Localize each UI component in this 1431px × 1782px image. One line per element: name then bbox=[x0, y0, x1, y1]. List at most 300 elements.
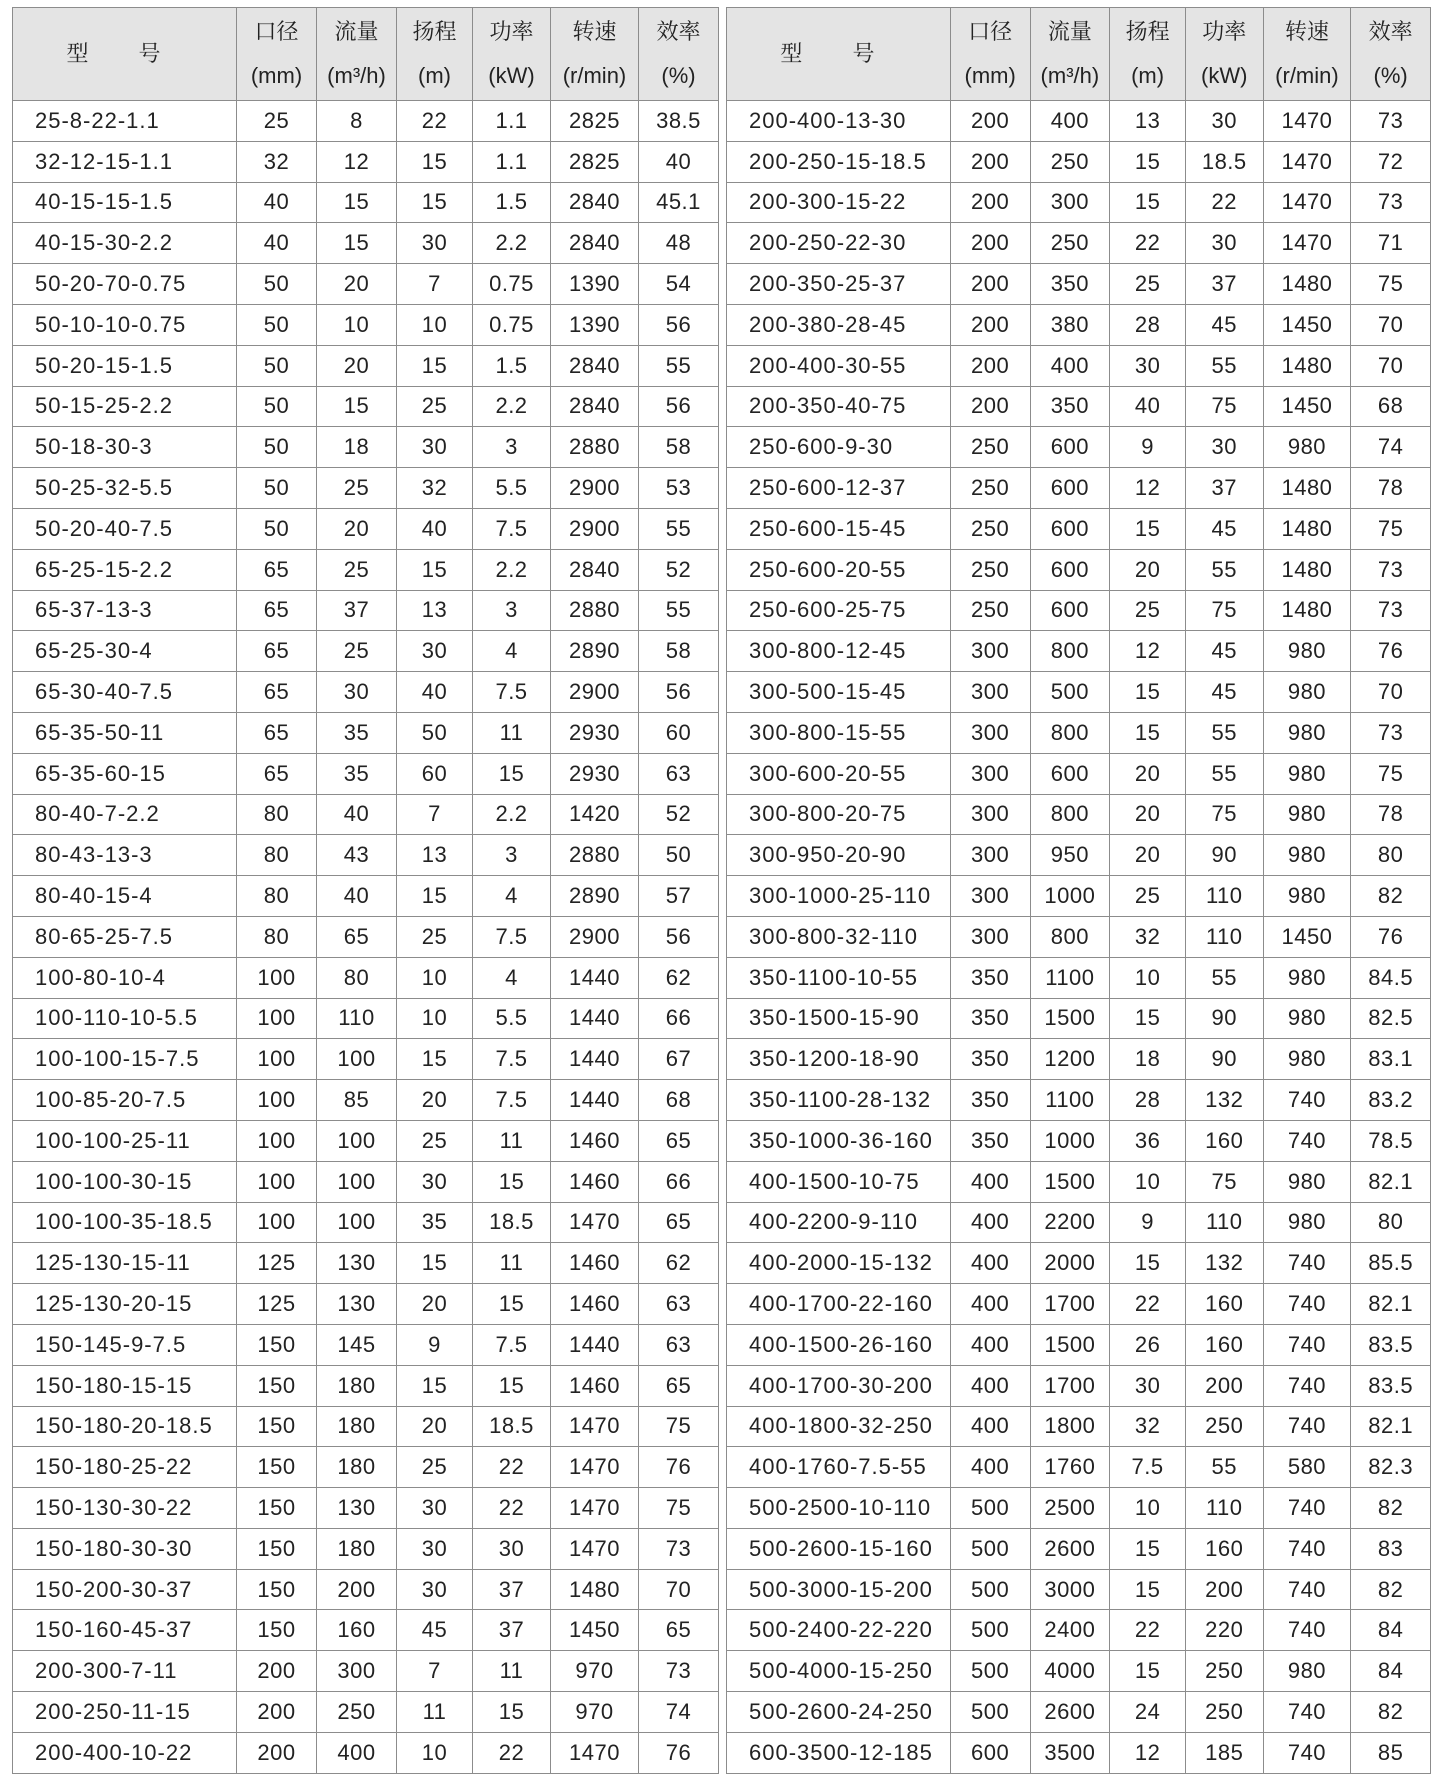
spec-table-right bbox=[726, 7, 1431, 1774]
cell-flow: 37 bbox=[317, 590, 397, 631]
cell-power: 37 bbox=[473, 1569, 551, 1610]
cell-head: 28 bbox=[1110, 304, 1186, 345]
table-row bbox=[727, 468, 1431, 509]
cell-diameter: 25 bbox=[237, 101, 317, 142]
header-speed-label: 转速 bbox=[1284, 19, 1329, 44]
table-row bbox=[727, 672, 1431, 713]
cell-power: 5.5 bbox=[473, 468, 551, 509]
cell-model: 300-800-15-55 bbox=[727, 712, 951, 753]
cell-flow: 100 bbox=[317, 1039, 397, 1080]
table-row bbox=[727, 101, 1431, 142]
cell-power: 7.5 bbox=[473, 672, 551, 713]
table-row bbox=[13, 1447, 719, 1488]
table-row bbox=[13, 1120, 719, 1161]
cell-flow: 40 bbox=[317, 794, 397, 835]
cell-efficiency: 82.5 bbox=[1351, 998, 1431, 1039]
cell-diameter: 200 bbox=[950, 182, 1030, 223]
header-speed-unit: (r/min) bbox=[1275, 63, 1339, 88]
cell-head: 30 bbox=[397, 631, 473, 672]
cell-speed: 970 bbox=[551, 1651, 639, 1692]
cell-head: 20 bbox=[1110, 549, 1186, 590]
cell-head: 12 bbox=[1110, 468, 1186, 509]
cell-diameter: 100 bbox=[237, 998, 317, 1039]
cell-speed: 1480 bbox=[551, 1569, 639, 1610]
cell-model: 350-1200-18-90 bbox=[727, 1039, 951, 1080]
cell-diameter: 200 bbox=[950, 101, 1030, 142]
cell-power: 0.75 bbox=[473, 304, 551, 345]
cell-model: 250-600-15-45 bbox=[727, 508, 951, 549]
cell-power: 1.5 bbox=[473, 182, 551, 223]
cell-flow: 600 bbox=[1030, 753, 1110, 794]
cell-flow: 1700 bbox=[1030, 1284, 1110, 1325]
cell-flow: 160 bbox=[317, 1610, 397, 1651]
cell-diameter: 500 bbox=[950, 1651, 1030, 1692]
table-row bbox=[727, 590, 1431, 631]
header-power-label: 功率 bbox=[489, 19, 534, 44]
cell-speed: 2900 bbox=[551, 916, 639, 957]
cell-speed: 980 bbox=[1263, 427, 1351, 468]
cell-model: 250-600-25-75 bbox=[727, 590, 951, 631]
cell-flow: 180 bbox=[317, 1447, 397, 1488]
cell-model: 300-950-20-90 bbox=[727, 835, 951, 876]
cell-power: 22 bbox=[473, 1732, 551, 1773]
cell-flow: 100 bbox=[317, 1202, 397, 1243]
cell-diameter: 50 bbox=[237, 468, 317, 509]
cell-power: 250 bbox=[1185, 1406, 1263, 1447]
cell-efficiency: 73 bbox=[1351, 590, 1431, 631]
cell-power: 15 bbox=[473, 753, 551, 794]
cell-model: 50-20-70-0.75 bbox=[13, 264, 237, 305]
cell-speed: 740 bbox=[1263, 1120, 1351, 1161]
header-efficiency bbox=[639, 8, 719, 101]
cell-power: 7.5 bbox=[473, 1080, 551, 1121]
cell-power: 30 bbox=[1185, 427, 1263, 468]
cell-efficiency: 56 bbox=[639, 672, 719, 713]
cell-head: 15 bbox=[1110, 1651, 1186, 1692]
cell-power: 160 bbox=[1185, 1528, 1263, 1569]
table-row bbox=[13, 794, 719, 835]
table-row bbox=[13, 1528, 719, 1569]
cell-efficiency: 83.5 bbox=[1351, 1365, 1431, 1406]
cell-model: 250-600-20-55 bbox=[727, 549, 951, 590]
cell-diameter: 350 bbox=[950, 957, 1030, 998]
cell-head: 15 bbox=[397, 141, 473, 182]
cell-speed: 980 bbox=[1263, 876, 1351, 917]
cell-diameter: 300 bbox=[950, 794, 1030, 835]
cell-flow: 200 bbox=[317, 1569, 397, 1610]
cell-efficiency: 75 bbox=[1351, 753, 1431, 794]
cell-diameter: 40 bbox=[237, 223, 317, 264]
cell-flow: 145 bbox=[317, 1324, 397, 1365]
cell-efficiency: 82 bbox=[1351, 1488, 1431, 1529]
cell-head: 15 bbox=[397, 1039, 473, 1080]
cell-head: 10 bbox=[1110, 1161, 1186, 1202]
cell-speed: 2840 bbox=[551, 345, 639, 386]
cell-flow: 2500 bbox=[1030, 1488, 1110, 1529]
cell-speed: 2880 bbox=[551, 590, 639, 631]
cell-power: 4 bbox=[473, 631, 551, 672]
cell-efficiency: 70 bbox=[1351, 345, 1431, 386]
cell-head: 13 bbox=[1110, 101, 1186, 142]
cell-head: 9 bbox=[397, 1324, 473, 1365]
cell-head: 20 bbox=[397, 1406, 473, 1447]
table-row bbox=[727, 794, 1431, 835]
cell-model: 150-145-9-7.5 bbox=[13, 1324, 237, 1365]
cell-head: 50 bbox=[397, 712, 473, 753]
cell-flow: 2600 bbox=[1030, 1692, 1110, 1733]
table-row bbox=[13, 1692, 719, 1733]
cell-head: 32 bbox=[1110, 1406, 1186, 1447]
cell-head: 15 bbox=[1110, 182, 1186, 223]
table-row bbox=[727, 345, 1431, 386]
cell-flow: 2200 bbox=[1030, 1202, 1110, 1243]
cell-power: 160 bbox=[1185, 1120, 1263, 1161]
cell-model: 200-400-30-55 bbox=[727, 345, 951, 386]
cell-head: 15 bbox=[397, 345, 473, 386]
cell-flow: 100 bbox=[317, 1120, 397, 1161]
cell-speed: 1470 bbox=[551, 1528, 639, 1569]
cell-head: 10 bbox=[1110, 1488, 1186, 1529]
cell-diameter: 300 bbox=[950, 712, 1030, 753]
cell-efficiency: 57 bbox=[639, 876, 719, 917]
cell-model: 500-2500-10-110 bbox=[727, 1488, 951, 1529]
cell-head: 20 bbox=[1110, 794, 1186, 835]
table-row bbox=[727, 1120, 1431, 1161]
cell-diameter: 65 bbox=[237, 672, 317, 713]
cell-speed: 2840 bbox=[551, 182, 639, 223]
cell-speed: 1480 bbox=[1263, 264, 1351, 305]
cell-speed: 980 bbox=[1263, 794, 1351, 835]
cell-diameter: 300 bbox=[950, 835, 1030, 876]
cell-speed: 970 bbox=[551, 1692, 639, 1733]
cell-model: 50-15-25-2.2 bbox=[13, 386, 237, 427]
cell-diameter: 80 bbox=[237, 835, 317, 876]
cell-flow: 1200 bbox=[1030, 1039, 1110, 1080]
cell-model: 500-2400-22-220 bbox=[727, 1610, 951, 1651]
header-head bbox=[397, 8, 473, 101]
cell-efficiency: 82.1 bbox=[1351, 1284, 1431, 1325]
cell-model: 400-1500-26-160 bbox=[727, 1324, 951, 1365]
cell-head: 10 bbox=[397, 1732, 473, 1773]
cell-flow: 500 bbox=[1030, 672, 1110, 713]
table-row bbox=[13, 182, 719, 223]
cell-speed: 1480 bbox=[1263, 549, 1351, 590]
cell-flow: 4000 bbox=[1030, 1651, 1110, 1692]
cell-flow: 400 bbox=[1030, 101, 1110, 142]
cell-model: 32-12-15-1.1 bbox=[13, 141, 237, 182]
cell-speed: 980 bbox=[1263, 957, 1351, 998]
cell-flow: 600 bbox=[1030, 468, 1110, 509]
cell-head: 9 bbox=[1110, 1202, 1186, 1243]
header-diameter-label: 口径 bbox=[968, 19, 1013, 44]
cell-head: 30 bbox=[397, 427, 473, 468]
cell-model: 200-300-15-22 bbox=[727, 182, 951, 223]
cell-model: 40-15-15-1.5 bbox=[13, 182, 237, 223]
cell-efficiency: 50 bbox=[639, 835, 719, 876]
cell-flow: 110 bbox=[317, 998, 397, 1039]
cell-model: 100-85-20-7.5 bbox=[13, 1080, 237, 1121]
table-row bbox=[727, 1243, 1431, 1284]
cell-diameter: 65 bbox=[237, 631, 317, 672]
cell-flow: 40 bbox=[317, 876, 397, 917]
table-row bbox=[13, 631, 719, 672]
cell-power: 11 bbox=[473, 1651, 551, 1692]
table-row bbox=[727, 264, 1431, 305]
cell-speed: 2840 bbox=[551, 223, 639, 264]
cell-head: 28 bbox=[1110, 1080, 1186, 1121]
header-speed bbox=[1263, 8, 1351, 101]
cell-head: 30 bbox=[397, 1528, 473, 1569]
cell-diameter: 300 bbox=[950, 753, 1030, 794]
cell-speed: 1440 bbox=[551, 998, 639, 1039]
header-model: 型 号 bbox=[727, 8, 951, 101]
cell-speed: 740 bbox=[1263, 1488, 1351, 1529]
header-head-unit: (m) bbox=[418, 63, 451, 88]
cell-power: 15 bbox=[473, 1365, 551, 1406]
cell-model: 200-380-28-45 bbox=[727, 304, 951, 345]
cell-flow: 600 bbox=[1030, 427, 1110, 468]
cell-speed: 1480 bbox=[1263, 590, 1351, 631]
cell-diameter: 150 bbox=[237, 1528, 317, 1569]
cell-efficiency: 72 bbox=[1351, 141, 1431, 182]
cell-speed: 1460 bbox=[551, 1243, 639, 1284]
cell-speed: 2900 bbox=[551, 508, 639, 549]
cell-diameter: 300 bbox=[950, 631, 1030, 672]
cell-diameter: 50 bbox=[237, 304, 317, 345]
cell-head: 30 bbox=[1110, 345, 1186, 386]
cell-speed: 980 bbox=[1263, 835, 1351, 876]
cell-speed: 1470 bbox=[551, 1202, 639, 1243]
cell-efficiency: 76 bbox=[1351, 916, 1431, 957]
cell-model: 150-180-15-15 bbox=[13, 1365, 237, 1406]
cell-flow: 2000 bbox=[1030, 1243, 1110, 1284]
cell-speed: 1450 bbox=[1263, 386, 1351, 427]
cell-diameter: 200 bbox=[950, 223, 1030, 264]
cell-diameter: 400 bbox=[950, 1161, 1030, 1202]
cell-diameter: 50 bbox=[237, 345, 317, 386]
cell-head: 40 bbox=[397, 672, 473, 713]
table-row bbox=[727, 1732, 1431, 1773]
table-row bbox=[727, 631, 1431, 672]
cell-speed: 980 bbox=[1263, 1651, 1351, 1692]
cell-power: 132 bbox=[1185, 1080, 1263, 1121]
cell-diameter: 200 bbox=[950, 345, 1030, 386]
cell-model: 50-20-15-1.5 bbox=[13, 345, 237, 386]
cell-diameter: 200 bbox=[950, 386, 1030, 427]
cell-head: 12 bbox=[1110, 631, 1186, 672]
cell-flow: 800 bbox=[1030, 631, 1110, 672]
cell-speed: 1470 bbox=[1263, 141, 1351, 182]
cell-model: 300-800-32-110 bbox=[727, 916, 951, 957]
cell-diameter: 250 bbox=[950, 468, 1030, 509]
cell-speed: 980 bbox=[1263, 1202, 1351, 1243]
cell-diameter: 150 bbox=[237, 1569, 317, 1610]
header-head-unit: (m) bbox=[1131, 63, 1165, 88]
cell-speed: 740 bbox=[1263, 1569, 1351, 1610]
cell-speed: 980 bbox=[1263, 1039, 1351, 1080]
cell-model: 400-1500-10-75 bbox=[727, 1161, 951, 1202]
cell-head: 36 bbox=[1110, 1120, 1186, 1161]
cell-power: 110 bbox=[1185, 1202, 1263, 1243]
cell-efficiency: 65 bbox=[639, 1202, 719, 1243]
cell-power: 4 bbox=[473, 957, 551, 998]
cell-power: 18.5 bbox=[473, 1406, 551, 1447]
cell-power: 55 bbox=[1185, 1447, 1263, 1488]
cell-speed: 740 bbox=[1263, 1528, 1351, 1569]
cell-model: 150-180-30-30 bbox=[13, 1528, 237, 1569]
cell-efficiency: 55 bbox=[639, 590, 719, 631]
cell-model: 400-1700-22-160 bbox=[727, 1284, 951, 1325]
table-row bbox=[13, 1161, 719, 1202]
table-row bbox=[13, 264, 719, 305]
cell-head: 22 bbox=[1110, 223, 1186, 264]
cell-head: 13 bbox=[397, 590, 473, 631]
cell-efficiency: 73 bbox=[1351, 101, 1431, 142]
cell-head: 20 bbox=[397, 1284, 473, 1325]
cell-model: 65-35-60-15 bbox=[13, 753, 237, 794]
cell-efficiency: 38.5 bbox=[639, 101, 719, 142]
cell-head: 15 bbox=[1110, 1528, 1186, 1569]
cell-power: 7.5 bbox=[473, 1324, 551, 1365]
cell-model: 125-130-15-11 bbox=[13, 1243, 237, 1284]
cell-efficiency: 70 bbox=[1351, 304, 1431, 345]
cell-diameter: 200 bbox=[950, 141, 1030, 182]
cell-flow: 130 bbox=[317, 1488, 397, 1529]
cell-model: 350-1100-10-55 bbox=[727, 957, 951, 998]
cell-model: 250-600-9-30 bbox=[727, 427, 951, 468]
cell-model: 400-1700-30-200 bbox=[727, 1365, 951, 1406]
cell-model: 150-200-30-37 bbox=[13, 1569, 237, 1610]
cell-head: 24 bbox=[1110, 1692, 1186, 1733]
cell-diameter: 150 bbox=[237, 1447, 317, 1488]
cell-efficiency: 83.5 bbox=[1351, 1324, 1431, 1365]
cell-efficiency: 53 bbox=[639, 468, 719, 509]
cell-power: 22 bbox=[473, 1447, 551, 1488]
cell-efficiency: 82 bbox=[1351, 1569, 1431, 1610]
cell-flow: 600 bbox=[1030, 590, 1110, 631]
cell-speed: 1470 bbox=[1263, 223, 1351, 264]
cell-head: 12 bbox=[1110, 1732, 1186, 1773]
cell-model: 150-160-45-37 bbox=[13, 1610, 237, 1651]
cell-speed: 1450 bbox=[1263, 916, 1351, 957]
table-row bbox=[727, 386, 1431, 427]
cell-model: 100-110-10-5.5 bbox=[13, 998, 237, 1039]
cell-flow: 1700 bbox=[1030, 1365, 1110, 1406]
table-row bbox=[727, 549, 1431, 590]
header-power-label: 功率 bbox=[1202, 19, 1247, 44]
cell-power: 1.5 bbox=[473, 345, 551, 386]
cell-speed: 980 bbox=[1263, 998, 1351, 1039]
cell-speed: 740 bbox=[1263, 1080, 1351, 1121]
cell-model: 25-8-22-1.1 bbox=[13, 101, 237, 142]
table-row bbox=[13, 876, 719, 917]
cell-head: 40 bbox=[397, 508, 473, 549]
cell-power: 250 bbox=[1185, 1651, 1263, 1692]
cell-diameter: 300 bbox=[950, 672, 1030, 713]
cell-power: 200 bbox=[1185, 1365, 1263, 1406]
cell-speed: 1480 bbox=[1263, 508, 1351, 549]
cell-head: 30 bbox=[397, 1161, 473, 1202]
table-row bbox=[727, 1324, 1431, 1365]
table-row bbox=[13, 1365, 719, 1406]
cell-speed: 1470 bbox=[551, 1406, 639, 1447]
cell-diameter: 100 bbox=[237, 1120, 317, 1161]
cell-model: 300-1000-25-110 bbox=[727, 876, 951, 917]
cell-head: 15 bbox=[1110, 998, 1186, 1039]
cell-diameter: 100 bbox=[237, 1080, 317, 1121]
table-row bbox=[727, 1488, 1431, 1529]
cell-speed: 1460 bbox=[551, 1365, 639, 1406]
cell-speed: 1390 bbox=[551, 304, 639, 345]
cell-power: 18.5 bbox=[1185, 141, 1263, 182]
cell-power: 110 bbox=[1185, 1488, 1263, 1529]
cell-model: 300-500-15-45 bbox=[727, 672, 951, 713]
cell-head: 15 bbox=[1110, 1243, 1186, 1284]
cell-diameter: 250 bbox=[950, 549, 1030, 590]
cell-speed: 2840 bbox=[551, 549, 639, 590]
cell-efficiency: 84 bbox=[1351, 1610, 1431, 1651]
cell-power: 22 bbox=[1185, 182, 1263, 223]
header-efficiency-label: 效率 bbox=[656, 19, 701, 44]
cell-model: 65-25-30-4 bbox=[13, 631, 237, 672]
cell-head: 10 bbox=[397, 998, 473, 1039]
cell-power: 75 bbox=[1185, 386, 1263, 427]
cell-diameter: 500 bbox=[950, 1528, 1030, 1569]
cell-efficiency: 73 bbox=[1351, 549, 1431, 590]
cell-flow: 1100 bbox=[1030, 957, 1110, 998]
cell-diameter: 32 bbox=[237, 141, 317, 182]
cell-model: 250-600-12-37 bbox=[727, 468, 951, 509]
cell-power: 1.1 bbox=[473, 101, 551, 142]
table-body-right bbox=[727, 101, 1431, 1774]
cell-efficiency: 65 bbox=[639, 1365, 719, 1406]
cell-power: 15 bbox=[473, 1284, 551, 1325]
cell-model: 300-800-12-45 bbox=[727, 631, 951, 672]
cell-power: 5.5 bbox=[473, 998, 551, 1039]
cell-speed: 1470 bbox=[1263, 182, 1351, 223]
cell-model: 65-30-40-7.5 bbox=[13, 672, 237, 713]
cell-model: 400-2200-9-110 bbox=[727, 1202, 951, 1243]
header-power bbox=[1185, 8, 1263, 101]
table-row bbox=[727, 304, 1431, 345]
cell-speed: 740 bbox=[1263, 1365, 1351, 1406]
cell-flow: 250 bbox=[1030, 141, 1110, 182]
cell-model: 300-800-20-75 bbox=[727, 794, 951, 835]
cell-efficiency: 85.5 bbox=[1351, 1243, 1431, 1284]
cell-model: 80-40-7-2.2 bbox=[13, 794, 237, 835]
cell-head: 10 bbox=[1110, 957, 1186, 998]
cell-power: 45 bbox=[1185, 672, 1263, 713]
header-speed-label: 转速 bbox=[572, 19, 617, 44]
table-row bbox=[13, 998, 719, 1039]
table-row bbox=[727, 1161, 1431, 1202]
header-flow-unit: (m³/h) bbox=[1040, 63, 1100, 88]
table-row bbox=[13, 1732, 719, 1773]
cell-head: 40 bbox=[1110, 386, 1186, 427]
cell-efficiency: 66 bbox=[639, 1161, 719, 1202]
table-row bbox=[13, 1488, 719, 1529]
cell-flow: 25 bbox=[317, 631, 397, 672]
cell-diameter: 200 bbox=[237, 1692, 317, 1733]
cell-model: 150-130-30-22 bbox=[13, 1488, 237, 1529]
cell-power: 132 bbox=[1185, 1243, 1263, 1284]
cell-flow: 100 bbox=[317, 1161, 397, 1202]
cell-flow: 130 bbox=[317, 1284, 397, 1325]
cell-flow: 1000 bbox=[1030, 1120, 1110, 1161]
cell-flow: 85 bbox=[317, 1080, 397, 1121]
cell-speed: 2880 bbox=[551, 427, 639, 468]
cell-power: 3 bbox=[473, 835, 551, 876]
